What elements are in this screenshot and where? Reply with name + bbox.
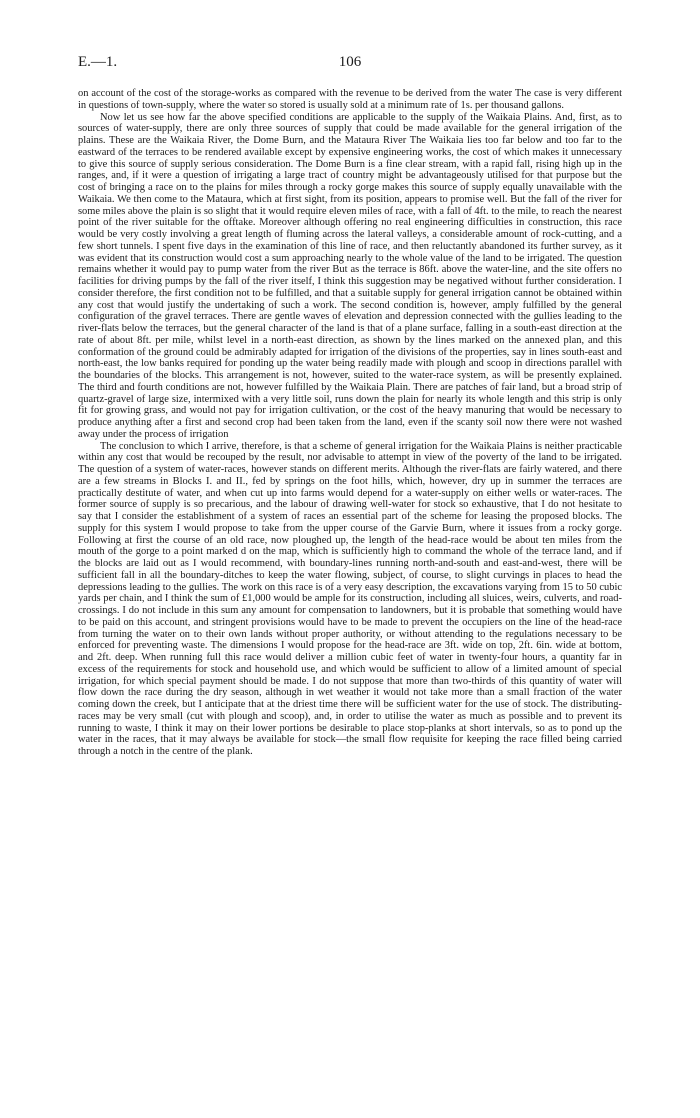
paragraph-3: The conclusion to which I arrive, therefore, is that a scheme of general irrigation for the Waikaia Plains is neither practicable within any cost that would be recouped by the result, nor advisable to attempt in view of the poverty of the land to be irrigated. The question of a system of water-races, however stands on different merits. Although the river-flats are fairly watered, and there are a few streams in Blocks I. and II., fed by springs on the foot hills, which, however, dry up in summer the terraces are practically destitute of water, and when cut up into farms would depend for a water-supply on either wells or water-races. The former source of supply is so precarious, and the labour of drawing well-water for stock so exhaustive, that I do not hesitate to say that I consider the establishment of a system of races an essential part of the scheme for leasing the proposed blocks. The supply for this system I would propose to take from the upper course of the Garvie Burn, where it issues from a rocky gorge. Following at first the course of an old race, now ploughed up, the length of the head-race would be about ten miles from the mouth of the gorge to a point marked d on the map, which is sufficiently high to command the whole of the terrace land, and if the blocks are laid out as I would recommend, with boundary-lines running north-and-south and east-and-west, there will be sufficient fall in all the boundary-ditches to keep the water flowing, subject, of course, to slight curvings in places to head the depressions leading to the gullies. The work on this race is of a very easy description, the excavations varying from 15 to 50 cubic yards per chain, and I think the sum of £1,000 would be ample for its construction, including all sluices, weirs, culverts, and road-crossings. I do not include in this sum any amount for compensation to landowners, but it is probable that something would have to be paid on this account, and stringent provisions would have to be made to prevent the occupiers on the line of the head-race from turning the water on to their own lands without proper authority, or without attending to the regulations necessary to be enforced for preventing waste. The dimensions I would propose for the head-race are 3ft. wide on top, 2ft. 6in. wide at bottom, and 2ft. deep. When running full this race would deliver a million cubic feet of water in twenty-four hours, a quantity far in excess of the requirements for stock and household use, and which would be sufficient to allow of a limited amount of special irrigation, for which special payment should be made. I do not suppose that more than two-thirds of this quantity of water will flow down the race during the dry season, although in wet weather it would not take more than a small fraction of the water coming down the creek, but I anticipate that at the driest time there will be sufficient water for the use of stock. The distributing-races may be very small (cut with plough and scoop), and, in order to utilise the water as much as possible and to prevent its running to waste, I think it may on their lower portions be desirable to place stop-planks at short intervals, so as to pond up the water in the races, that it may always be available for stock—the small flow requisite for keeping the race filled being carried through a notch in the centre of the plank.: [78, 440, 622, 757]
body-text: [78, 88, 622, 758]
page-number: 106: [338, 54, 362, 70]
paragraph-2: Now let us see how far the above specified conditions are applicable to the supply of the Waikaia Plains. And, first, as to sources of water-supply, there are only three sources of supply that could be made available for the general irrigation of the plains. These are the Waikaia River, the Dome Burn, and the Mataura River The Waikaia lies too far below and too far to the eastward of the terraces to be rendered available except by expensive engineering works, the cost of which makes it unnecessary to give this source of supply serious consideration. The Dome Burn is a fine clear stream, with a rapid fall, rising high up in the ranges, and, if it were a question of irrigating a large tract of country might be advantageously utilised for that purpose but the cost of bringing a race on to the plains for miles through a rocky gorge makes this source of supply equally unavailable with the Waikaia. We then come to the Mataura, which at first sight, from its position, appears to promise well. But the fall of the river for some miles above the plain is so slight that it would require eleven miles of race, with a fall of 4ft. to the mile, to reach the nearest point of the river suitable for the offtake. Moreover although offering no real engineering difficulties in construction, this race would be very costly involving a great length of fluming across the lateral valleys, a considerable amount of rock-cutting, and a few short tunnels. I spent five days in the examination of this line of race, and then reluctantly abandoned its further survey, as it was evident that its construction would cost a sum approaching nearly to the whole value of the land to be irrigated. The question remains whether it would pay to pump water from the river But as the terrace is 86ft. above the water-line, and the site offers no facilities for driving pumps by the fall of the river itself, I think this suggestion may be negatived without further consideration. I consider therefore, the first condition not to be fulfilled, and that a suitable supply for general irrigation cannot be obtained within any cost that would justify the undertaking of such a work. The second condition is, however, amply fulfilled by the general configuration of the gravel terraces. There are gentle waves of elevation and depression connected with the gullies leading to the river-flats below the terraces, but the general character of the land is that of a plane surface, falling in a south-east direction at the rate of about 8ft. per mile, whilst level in a north-east direction, as shown by the lines marked on the annexed plan, and this conformation of the ground could be admirably adapted for irrigation of the divisions of the properties, say in lines south-east and north-east, the low banks required for ponding up the water being readily made with plough and scoop in directions parallel with the boundaries of the blocks. This arrangement is not, however, suited to the water-race system, as will be presently explained. The third and fourth conditions are not, however fulfilled by the Waikaia Plain. There are patches of fair land, but a broad strip of quartz-gravel of large size, intermixed with a very little soil, runs down the plain for nearly its whole length and this strip is only fit for growing grass, and would not pay for irrigation cultivation, or the cost of the heavy manuring that would be necessary to produce anything after a first and second crop had been taken from the land, even if the scanty soil now there were not washed away under the process of irrigation: [78, 111, 622, 440]
page-header: [78, 54, 622, 74]
paragraph-1: on account of the cost of the storage-works as compared with the revenue to be derived from the water The case is very different in questions of town-supply, where the water so stored is usually sold at a minimum rate of 1s. per thousand gallons.: [78, 88, 622, 111]
document-reference: E.—1.: [78, 54, 118, 70]
